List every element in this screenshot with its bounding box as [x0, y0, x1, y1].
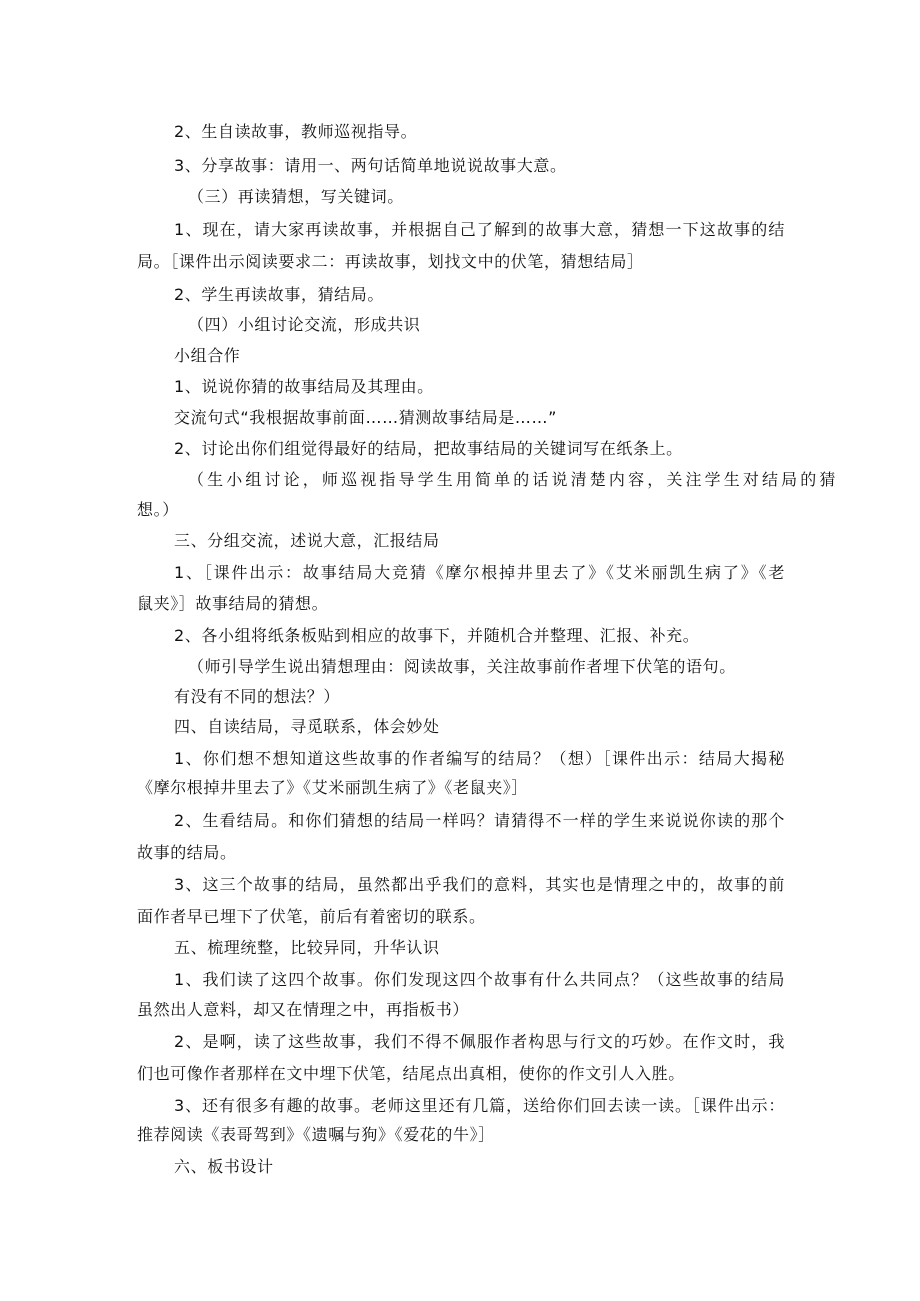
text-line: 想。） [137, 500, 179, 519]
text-line: 《摩尔根掉井里去了》《艾米丽凯生病了》《老鼠夹》］ [137, 778, 529, 797]
text-line: 推荐阅读《表哥驾到》《遗嘱与狗》《爱花的牛》］ [137, 1125, 495, 1144]
text-line: 1、我们读了这四个故事。你们发现这四个故事有什么共同点？（这些故事的结局 [174, 970, 785, 989]
text-line: 们也可像作者那样在文中埋下伏笔，结尾点出真相，使你的作文引人入胜。 [137, 1064, 685, 1083]
text-line: 2、各小组将纸条板贴到相应的故事下，并随机合并整理、汇报、补充。 [174, 626, 700, 645]
text-line: 1、现在，请大家再读故事，并根据自己了解到的故事大意，猜想一下这故事的结 [174, 220, 785, 239]
text-line: 局。［课件出示阅读要求二：再读故事，划找文中的伏笔，猜想结局］ [137, 252, 644, 271]
text-line: 2、生自读故事，教师巡视指导。 [174, 122, 418, 141]
section-heading: 三、分组交流，述说大意，汇报结局 [174, 531, 440, 550]
text-line: 2、是啊，读了这些故事，我们不得不佩服作者构思与行文的巧妙。在作文时，我 [174, 1032, 785, 1051]
text-line: 3、分享故事：请用一、两句话简单地说说故事大意。 [174, 156, 567, 175]
text-line: 面作者早已埋下了伏笔，前后有着密切的联系。 [137, 907, 486, 926]
text-line: 3、还有很多有趣的故事。老师这里还有几篇，送给你们回去读一读。［课件出示： [174, 1096, 785, 1115]
text-line: 1、你们想不想知道这些故事的作者编写的结局？（想）［课件出示：结局大揭秘 [174, 749, 785, 768]
text-line: 2、讨论出你们组觉得最好的结局，把故事结局的关键词写在纸条上。 [174, 439, 683, 458]
text-line: 虽然出人意料，却又在情理之中，再指板书） [137, 1000, 470, 1019]
section-heading: 六、板书设计 [174, 1157, 274, 1176]
text-line: 鼠夹》］故事结局的猜想。 [137, 594, 329, 613]
section-heading: 四、自读结局，寻觅联系，体会妙处 [174, 717, 440, 736]
section-heading: 五、梳理统整，比较异同，升华认识 [174, 938, 440, 957]
section-heading: （四）小组讨论交流，形成共识 [188, 315, 421, 334]
text-line: 1、说说你猜的故事结局及其理由。 [174, 377, 434, 396]
text-line: 2、生看结局。和你们猜想的结局一样吗？请猜得不一样的学生来说说你读的那个 [174, 811, 785, 830]
text-line: 交流句式“我根据故事前面……猜测故事结局是……” [174, 408, 557, 427]
text-line: （生小组讨论，师巡视指导学生用简单的话说清楚内容，关注学生对结局的猜 [188, 470, 836, 489]
text-line: 小组合作 [174, 346, 241, 365]
text-line: 3、这三个故事的结局，虽然都出乎我们的意料，其实也是情理之中的，故事的前 [174, 875, 785, 894]
text-line: 有没有不同的想法？） [174, 687, 341, 706]
text-line: （师引导学生说出猜想理由：阅读故事，关注故事前作者埋下伏笔的语句。 [188, 657, 736, 676]
text-line: 1、［课件出示：故事结局大竞猜《摩尔根掉井里去了》《艾米丽凯生病了》《老 [174, 563, 785, 582]
section-heading: （三）再读猜想，写关键词。 [188, 187, 404, 206]
text-line: 故事的结局。 [137, 843, 237, 862]
text-line: 2、学生再读故事，猜结局。 [174, 285, 384, 304]
